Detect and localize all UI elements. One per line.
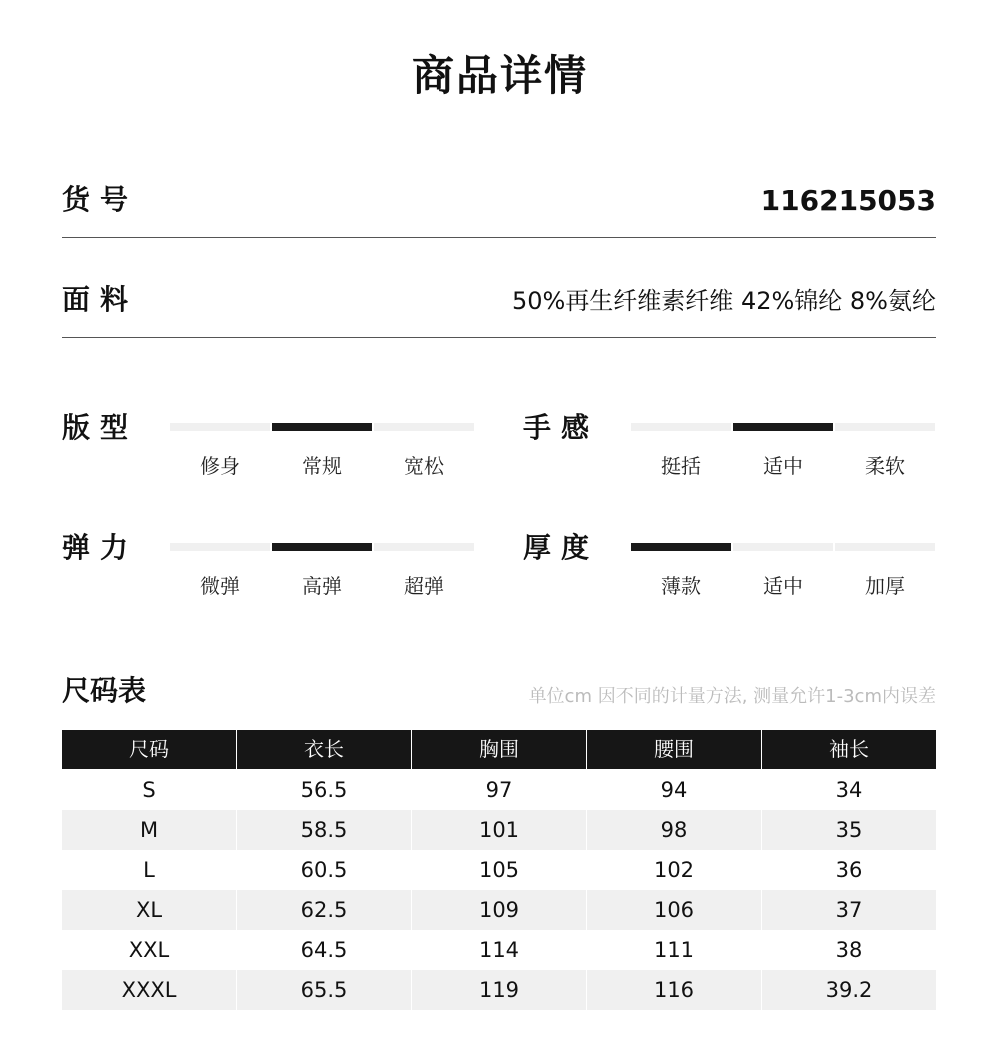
fabric-row bbox=[62, 268, 936, 338]
table-cell: 36 bbox=[835, 858, 863, 882]
table-cell: XL bbox=[62, 890, 236, 930]
scale-segment bbox=[272, 423, 372, 431]
attribute-thickness bbox=[523, 530, 935, 600]
table-body bbox=[62, 770, 936, 1010]
attribute-label: 版型 bbox=[62, 411, 139, 444]
table-cell: 94 bbox=[660, 778, 688, 802]
size-table bbox=[62, 730, 936, 1010]
table-cell: 62.5 bbox=[237, 890, 411, 930]
table-row bbox=[62, 770, 936, 810]
scale-option-label: 超弹 bbox=[404, 574, 444, 598]
table-cell: 58.5 bbox=[237, 810, 411, 850]
table-cell: 116 bbox=[587, 970, 761, 1010]
item-number-value: 116215053 bbox=[760, 184, 936, 217]
scale-segment bbox=[272, 543, 372, 551]
table-cell: 34 bbox=[835, 778, 863, 802]
table-cell: 64.5 bbox=[300, 938, 348, 962]
table-row bbox=[62, 930, 936, 970]
table-cell: S bbox=[142, 778, 156, 802]
scale-option-label: 微弹 bbox=[200, 574, 240, 598]
page-title: 商品详情 bbox=[411, 51, 588, 100]
table-cell: 98 bbox=[587, 810, 761, 850]
table-cell: M bbox=[62, 810, 236, 850]
table-row bbox=[62, 850, 936, 890]
scale-option-label: 修身 bbox=[200, 454, 240, 478]
size-chart-note: 单位cm 因不同的计量方法, 测量允许1-3cm内误差 bbox=[528, 686, 936, 707]
table-cell: 60.5 bbox=[300, 858, 348, 882]
table-header-row bbox=[62, 730, 936, 769]
table-row bbox=[62, 810, 936, 850]
table-cell: 111 bbox=[653, 938, 695, 962]
attribute-label: 厚度 bbox=[523, 531, 600, 564]
scale-option-label: 适中 bbox=[763, 454, 803, 478]
scale-option-label: 宽松 bbox=[404, 454, 444, 478]
attribute-hand-feel bbox=[523, 410, 935, 480]
table-cell: 38 bbox=[835, 938, 863, 962]
table-cell: 102 bbox=[653, 858, 695, 882]
table-cell: 37 bbox=[762, 890, 936, 930]
scale-track bbox=[170, 543, 474, 598]
table-cell: 35 bbox=[762, 810, 936, 850]
column-header-sleeve: 袖长 bbox=[762, 730, 936, 769]
scale-segment bbox=[733, 543, 833, 551]
size-chart-title: 尺码表 bbox=[62, 674, 147, 707]
column-header-length: 衣长 bbox=[237, 730, 411, 769]
table-row bbox=[62, 970, 936, 1010]
scale-track bbox=[631, 543, 935, 598]
scale-option-label: 加厚 bbox=[865, 574, 905, 598]
scale-option-label: 挺括 bbox=[661, 454, 701, 478]
column-header-waist: 腰围 bbox=[587, 730, 761, 769]
table-cell: 114 bbox=[478, 938, 520, 962]
table-cell: 97 bbox=[485, 778, 513, 802]
table-cell: 106 bbox=[587, 890, 761, 930]
table-cell: XXL bbox=[128, 938, 170, 962]
scale-option-label: 常规 bbox=[302, 454, 342, 478]
item-number-label: 货号 bbox=[62, 183, 139, 216]
scale-segment bbox=[733, 423, 833, 431]
scale-track bbox=[631, 423, 935, 478]
item-number-row bbox=[62, 168, 936, 238]
scale-segment bbox=[170, 423, 270, 431]
column-header-chest: 胸围 bbox=[412, 730, 586, 769]
table-cell: 119 bbox=[412, 970, 586, 1010]
scale-segment bbox=[170, 543, 270, 551]
table-cell: XXXL bbox=[62, 970, 236, 1010]
table-cell: 109 bbox=[412, 890, 586, 930]
scale-segment bbox=[835, 543, 935, 551]
attribute-label: 手感 bbox=[523, 411, 600, 444]
table-cell: L bbox=[143, 858, 155, 882]
scale-track bbox=[170, 423, 474, 478]
scale-option-label: 薄款 bbox=[661, 574, 701, 598]
scale-segment bbox=[374, 543, 474, 551]
scale-segment bbox=[631, 543, 731, 551]
table-cell: 39.2 bbox=[762, 970, 936, 1010]
scale-option-label: 适中 bbox=[763, 574, 803, 598]
table-cell: 56.5 bbox=[300, 778, 348, 802]
attribute-label: 弹力 bbox=[62, 531, 139, 564]
fabric-value: 50%再生纤维素纤维 42%锦纶 8%氨纶 bbox=[511, 287, 936, 315]
table-row bbox=[62, 890, 936, 930]
scale-segment bbox=[835, 423, 935, 431]
scale-segment bbox=[374, 423, 474, 431]
scale-option-label: 柔软 bbox=[865, 454, 905, 478]
scale-segment bbox=[631, 423, 731, 431]
column-header-size: 尺码 bbox=[62, 730, 236, 769]
table-cell: 65.5 bbox=[237, 970, 411, 1010]
table-cell: 101 bbox=[412, 810, 586, 850]
attribute-fit bbox=[62, 410, 474, 480]
attribute-elasticity bbox=[62, 530, 474, 600]
table-cell: 105 bbox=[478, 858, 520, 882]
scale-option-label: 高弹 bbox=[302, 574, 342, 598]
fabric-label: 面料 bbox=[62, 283, 139, 316]
